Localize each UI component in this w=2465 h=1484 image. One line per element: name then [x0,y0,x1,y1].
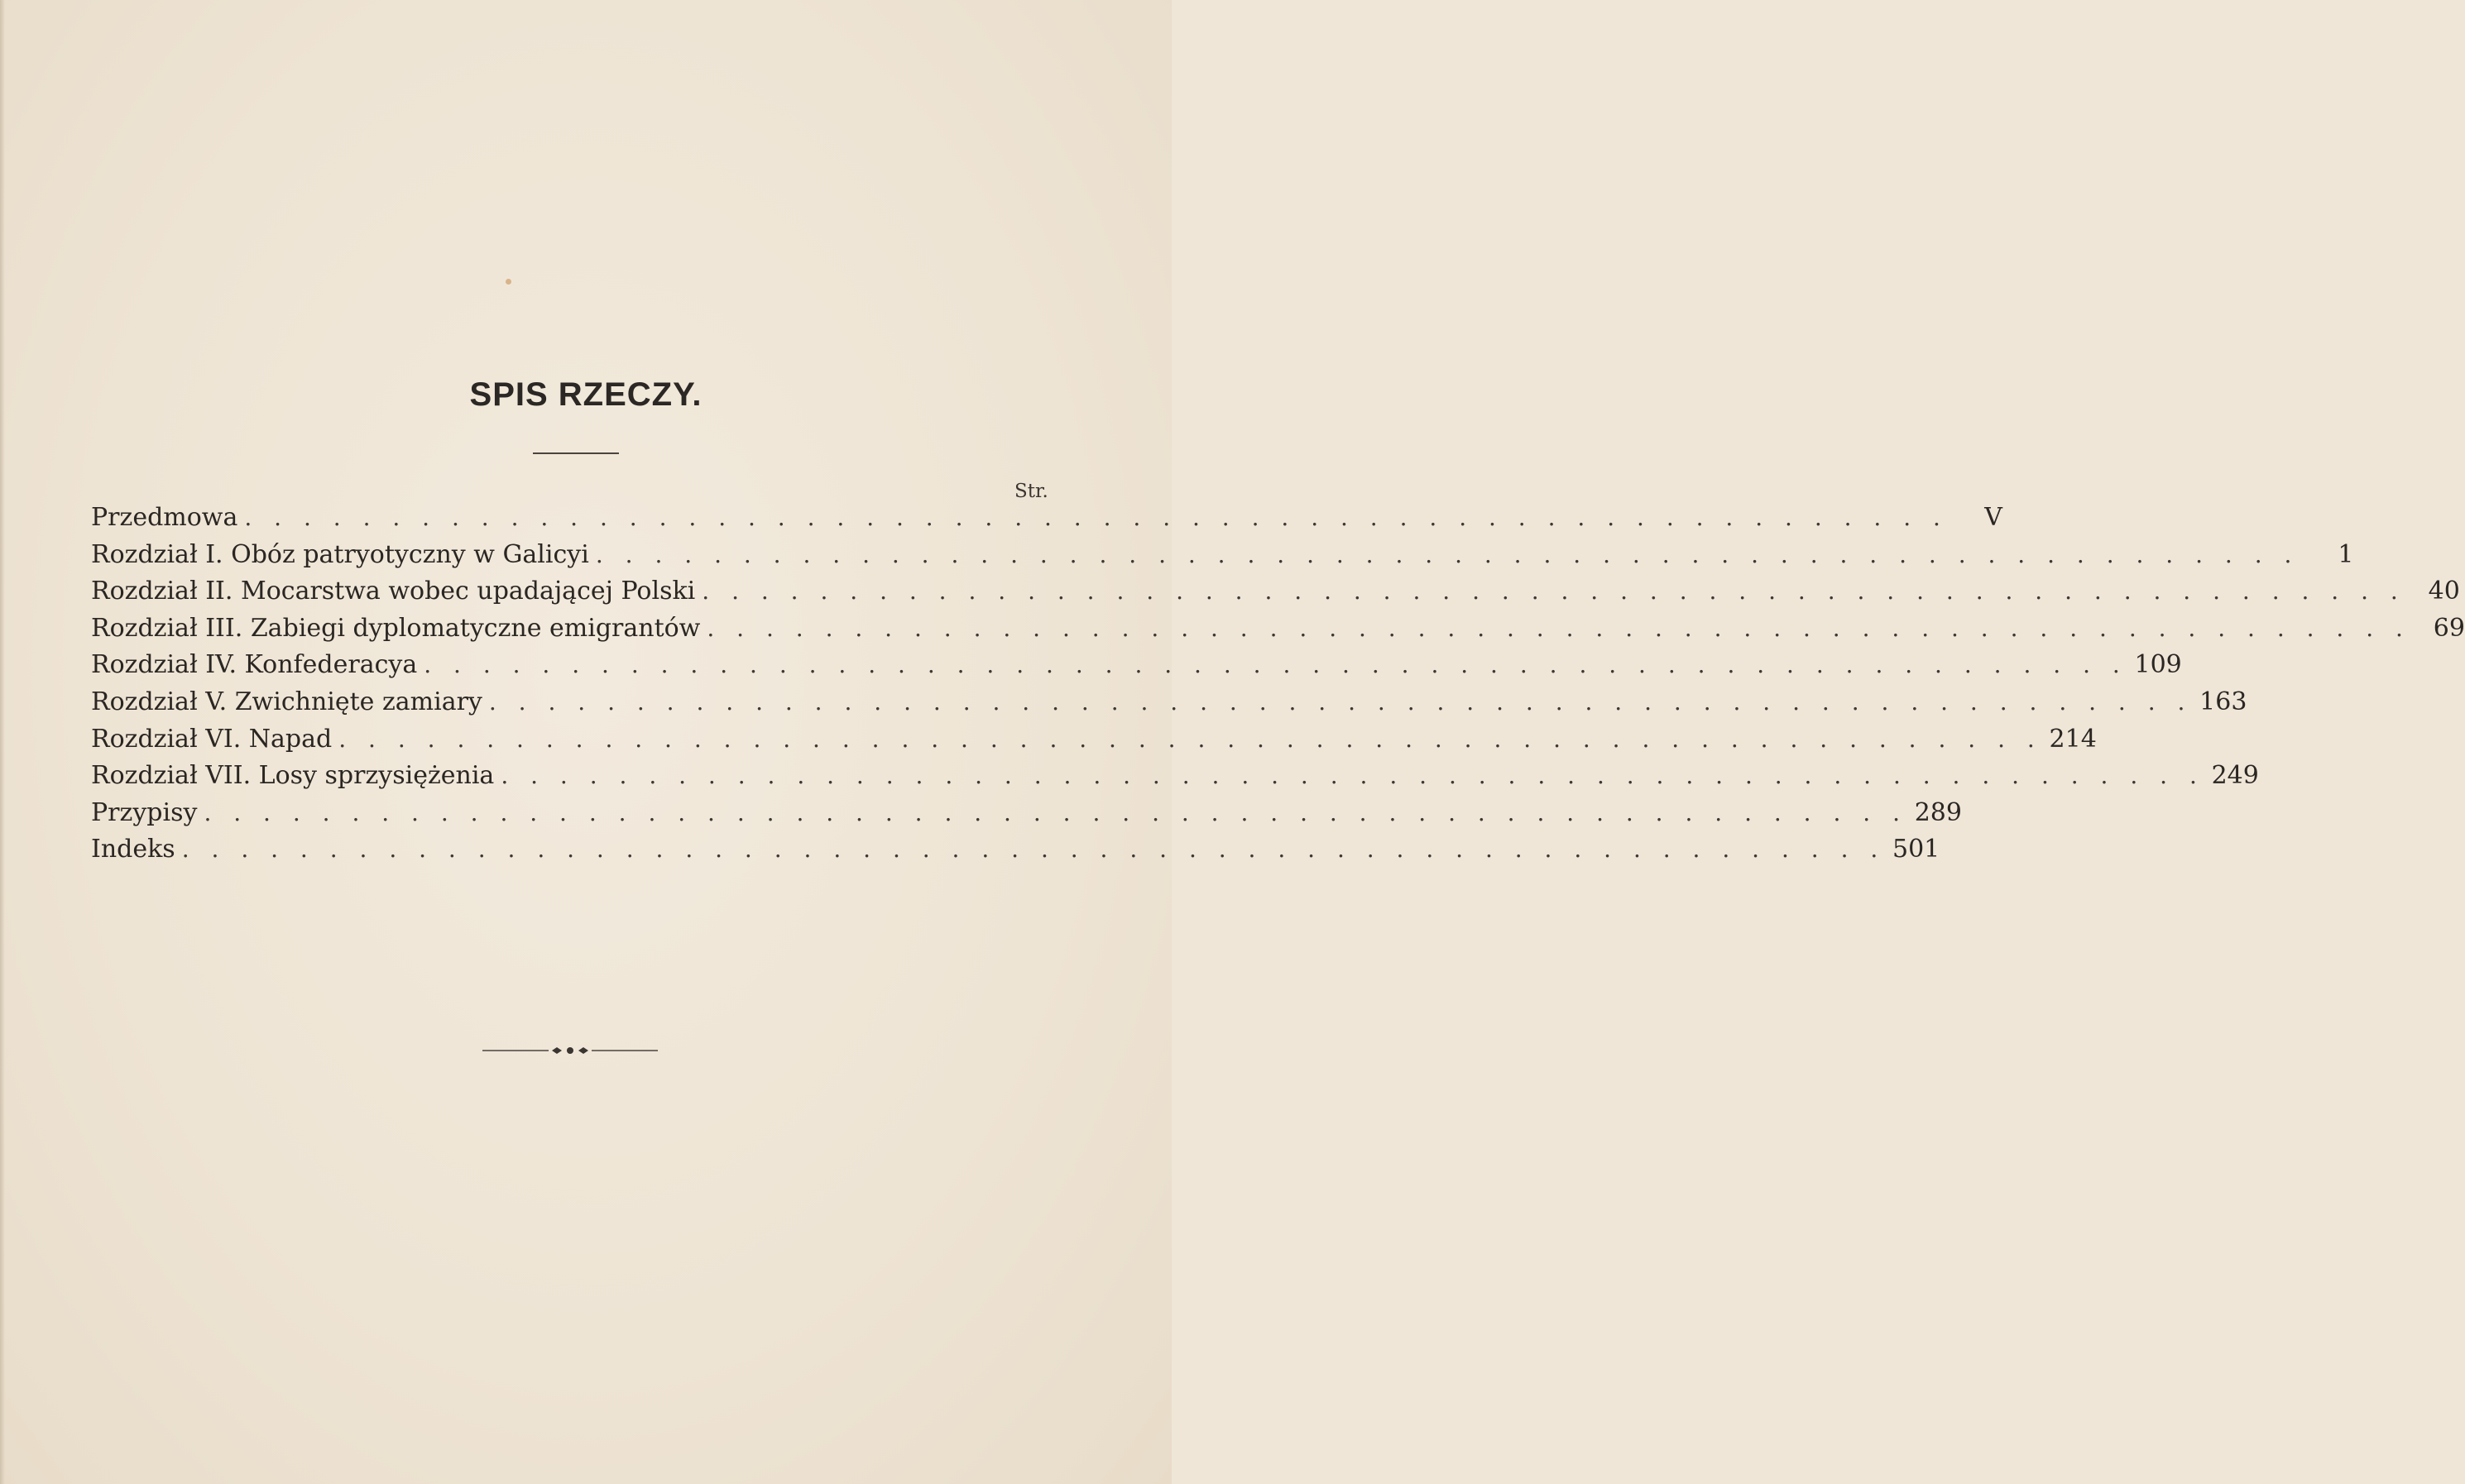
title-divider [533,452,619,454]
dot-leader: . . . . . . . . . . . . . . . . . . . . . . . . . . . . . . . . . . . . . . . . . . . . . . . . . . . . . . . . . . [595,540,2300,568]
toc-entry-page: 249 [2211,761,2259,791]
toc-entry-label: Indeks [91,835,175,864]
page-binding-edge [0,0,5,1484]
toc-entry-page: 109 [2134,650,2182,680]
dot-leader: . . . . . . . . . . . . . . . . . . . . . . . . . . . . . . . . . . . . . . . . . . . . . . . . . . . . . . . . . . [488,687,2193,716]
toc-entry-label: Przedmowa [91,503,238,532]
dot-leader: . . . . . . . . . . . . . . . . . . . . . . . . . . . . . . . . . . . . . . . . . . . . . . . . . . . . . . . . . . [707,614,2410,642]
toc-entry-page: 40 [2428,577,2460,606]
toc-entry-przedmowa [91,500,2002,537]
toc-entry-page: 501 [1892,835,1940,864]
dot-leader: . . . . . . . . . . . . . . . . . . . . . . . . . . . . . . . . . . . . . . . . . . . . . . . . . . . . . . . . . . [424,651,2127,679]
toc-entry-page: 163 [2199,687,2247,716]
page-column-label: Str. [1014,481,1048,502]
toc-entry-label: Rozdział III. Zabiegi dyplomatyczne emigrantów [91,613,701,643]
toc-entry-przypisy [91,795,1962,832]
toc-entry-indeks [91,831,1940,869]
toc-entry-label: Rozdział IV. Konfederacya [91,650,418,680]
toc-entry-label: Przypisy [91,797,198,827]
toc-entry-label: Rozdział I. Obóz patryotyczny w Galicyi [91,539,589,569]
dot-leader: . . . . . . . . . . . . . . . . . . . . . . . . . . . . . . . . . . . . . . . . . . . . . . . . . . . . . . . . . . [702,577,2405,606]
toc-entry-label: Rozdział V. Zwichnięte zamiary [91,687,482,716]
toc-entry-page: 214 [2049,724,2097,754]
toc-entry-page: 69 [2433,613,2465,643]
table-of-contents [91,500,2465,869]
dot-leader: . . . . . . . . . . . . . . . . . . . . . . . . . . . . . . . . . . . . . . . . . . . . . . . . . . . . . . . . . . [204,798,1907,826]
toc-entry-page: 1 [2338,539,2354,569]
toc-entry-chapter-1 [91,537,2354,574]
dot-leader: . . . . . . . . . . . . . . . . . . . . . . . . . . . . . . . . . . . . . . . . . . . . . . . . . . . . . . . . . . [501,762,2204,790]
toc-entry-chapter-2 [91,573,2460,610]
toc-entry-chapter-7 [91,758,2259,795]
toc-entry-chapter-6 [91,721,2097,759]
dot-leader: . . . . . . . . . . . . . . . . . . . . . . . . . . . . . . . . . . . . . . . . . . . . . . . . . . . . . . . . . . [244,504,1948,531]
toc-entry-label: Rozdział II. Mocarstwa wobec upadającej Polski [91,577,696,606]
page-title: SPIS RZECZY. [469,376,703,413]
toc-entry-chapter-4 [91,647,2182,684]
toc-entry-page: V [1984,503,2002,532]
toc-entry-label: Rozdział VII. Losy sprzysiężenia [91,761,495,791]
toc-entry-page: 289 [1914,797,1962,827]
toc-entry-chapter-5 [91,684,2247,721]
toc-entry-chapter-3 [91,610,2465,648]
toc-entry-label: Rozdział VI. Napad [91,724,333,754]
dot-leader: . . . . . . . . . . . . . . . . . . . . . . . . . . . . . . . . . . . . . . . . . . . . . . . . . . . . . . . . . . [338,725,2042,753]
dot-leader: . . . . . . . . . . . . . . . . . . . . . . . . . . . . . . . . . . . . . . . . . . . . . . . . . . . . . . . . . . [181,835,1886,864]
paper-stain [506,279,511,285]
closing-ornament-icon [482,1044,658,1057]
